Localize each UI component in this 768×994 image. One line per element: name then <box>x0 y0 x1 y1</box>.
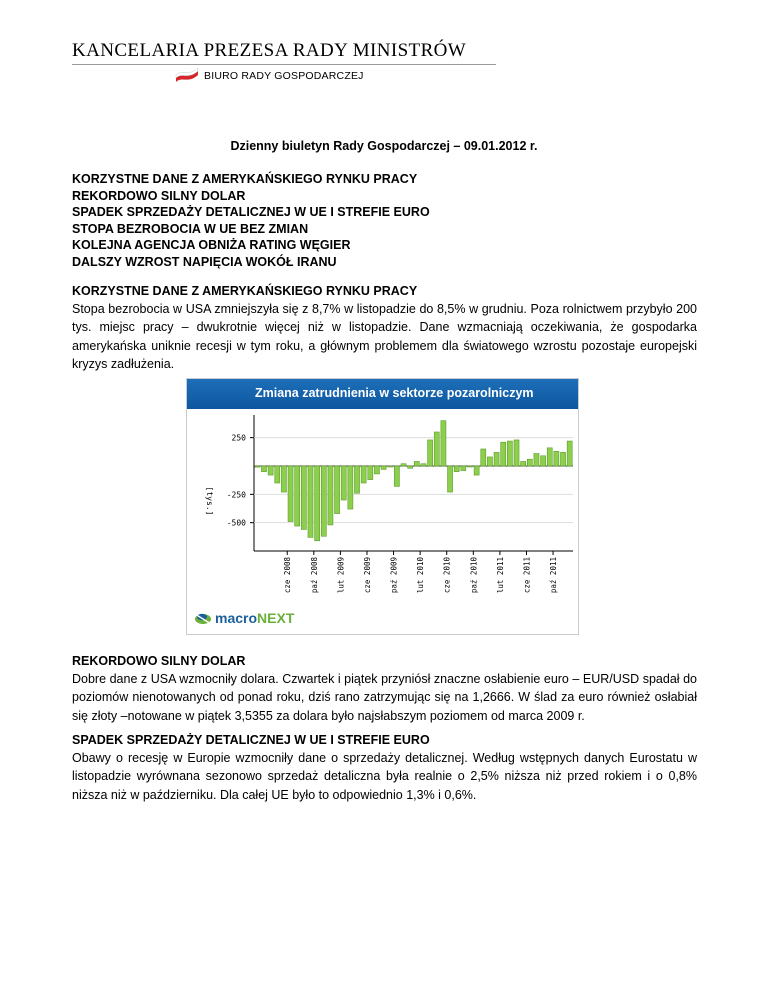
chart-y-axis-label: [tys.] <box>205 486 214 516</box>
chart-x-tick-label: cze 2011 <box>522 557 532 594</box>
section-heading: KORZYSTNE DANE Z AMERYKAŃSKIEGO RYNKU PRACY <box>72 284 418 298</box>
chart-plot <box>187 409 578 607</box>
chart-bar <box>288 466 293 522</box>
chart-x-tick-label: paź 2008 <box>309 557 319 594</box>
toc-item: KORZYSTNE DANE Z AMERYKAŃSKIEGO RYNKU PRACY <box>72 172 418 186</box>
macronext-logo-text: macroNEXT <box>215 610 295 626</box>
employment-chart <box>186 378 579 635</box>
section-retail-sales <box>72 732 697 804</box>
toc-item: DALSZY WZROST NAPIĘCIA WOKÓŁ IRANU <box>72 254 337 269</box>
section-labor-market <box>72 283 697 374</box>
chart-bar <box>547 448 552 466</box>
chart-x-tick-label: paź 2009 <box>389 557 399 594</box>
chart-bar <box>348 466 353 509</box>
table-of-contents <box>72 171 697 270</box>
chart-bar <box>354 466 359 493</box>
chart-y-tick-label: 250 <box>231 433 246 443</box>
chart-bar <box>281 466 286 492</box>
chart-bar <box>255 466 260 467</box>
chart-bar <box>541 456 546 466</box>
chart-bar <box>295 466 300 526</box>
chart-bar <box>335 466 340 514</box>
chart-bar <box>474 466 479 475</box>
chart-bar <box>301 466 306 529</box>
section-dollar <box>72 653 697 725</box>
chart-bar <box>361 466 366 483</box>
chart-bar <box>487 457 492 466</box>
chart-bar <box>388 466 393 467</box>
chart-bar <box>368 466 373 480</box>
flag-icon <box>174 66 200 84</box>
chart-title: Zmiana zatrudnienia w sektorze pozarolniczym <box>255 386 534 400</box>
chart-bar <box>467 466 472 467</box>
chart-y-tick-label: -250 <box>226 490 246 500</box>
chart-x-tick-label: cze 2010 <box>442 557 452 594</box>
chart-bar <box>414 461 419 466</box>
chart-bar <box>394 466 399 486</box>
chart-bar <box>308 466 313 537</box>
chart-bar <box>408 466 413 468</box>
chart-bar <box>567 441 572 466</box>
letterhead <box>72 40 496 82</box>
chart-bar <box>328 466 333 525</box>
chart-banner <box>187 379 578 409</box>
chart-bar <box>275 466 280 483</box>
section-body: Obawy o recesję w Europie wzmocniły dane o sprzedaży detalicznej. Według wstępnych danych Eurostatu w listopadzie wyrównana sezonowo sprzedaż detaliczna była realnie o 2,5% niższa niż przed rokiem i o 0,8% niższa niż w październiku. Dla całej UE było to odpowiednio 1,3% i 0,6%. <box>72 750 697 802</box>
chart-bar <box>507 441 512 466</box>
chart-bar <box>321 466 326 536</box>
letterhead-title: KANCELARIA PREZESA RADY MINISTRÓW <box>72 40 467 61</box>
chart-bar <box>561 452 566 466</box>
chart-bar <box>374 466 379 474</box>
chart-bar <box>381 466 386 469</box>
section-heading: SPADEK SPRZEDAŻY DETALICZNEJ W UE I STREFIE EURO <box>72 733 430 747</box>
toc-item: STOPA BEZROBOCIA W UE BEZ ZMIAN <box>72 221 309 236</box>
macronext-logo-icon <box>193 610 213 626</box>
chart-x-tick-label: lut 2010 <box>416 557 426 594</box>
toc-item: REKORDOWO SILNY DOLAR <box>72 188 246 203</box>
chart-bar <box>315 466 320 541</box>
chart-bar <box>514 440 519 466</box>
chart-x-tick-label: lut 2011 <box>495 557 505 594</box>
chart-bar <box>494 452 499 466</box>
letterhead-subtitle: BIURO RADY GOSPODARCZEJ <box>204 70 364 82</box>
section-body: Dobre dane z USA wzmocniły dolara. Czwartek i piątek przyniósł znaczne osłabienie euro – EUR/USD spadał do poziomów nienotowanych od ponad roku, dziś rano zatrzymując się na 1,2666. W ślad za euro również osłabiał się złoty –notowane w piątek 3,5355 za dolara było najsłabszym poziomem od marca 2009 r. <box>72 671 697 723</box>
chart-x-tick-label: cze 2009 <box>362 557 372 594</box>
chart-x-tick-label: lut 2009 <box>336 557 346 594</box>
chart-bar <box>501 442 506 466</box>
chart-x-tick-label: cze 2008 <box>283 557 293 594</box>
chart-bar <box>454 466 459 472</box>
letterhead-divider <box>72 64 496 65</box>
chart-bar <box>434 432 439 466</box>
chart-x-tick-label: paź 2011 <box>549 557 559 594</box>
chart-bar <box>554 451 559 466</box>
chart-bar <box>341 466 346 500</box>
chart-bar <box>428 440 433 466</box>
chart-y-tick-label: -500 <box>226 518 246 528</box>
section-heading: REKORDOWO SILNY DOLAR <box>72 654 246 668</box>
chart-bar <box>268 466 273 475</box>
chart-bar <box>521 461 526 466</box>
chart-x-tick-label: paź 2010 <box>469 557 479 594</box>
chart-bar <box>448 466 453 492</box>
chart-bar <box>261 466 266 472</box>
chart-bar <box>441 421 446 466</box>
chart-bar <box>481 449 486 466</box>
section-body: Stopa bezrobocia w USA zmniejszyła się z 8,7% w listopadzie do 8,5% w grudniu. Poza rolnictwem przybyło 200 tys. miejsc pracy – dwukrotnie więcej niż w listopadzie. Dane wzmacniają oczekiwania, że gospodarka amerykańska uniknie recesji w tym roku, a głównym problemem dla światowego wzrostu pozostaje europejski kryzys zadłużenia. <box>72 301 697 372</box>
chart-bar <box>527 459 532 466</box>
toc-item: SPADEK SPRZEDAŻY DETALICZNEJ W UE I STREFIE EURO <box>72 205 430 219</box>
chart-bar <box>421 464 426 466</box>
chart-bar <box>461 466 466 471</box>
chart-bar <box>401 464 406 466</box>
document-title: Dzienny biuletyn Rady Gospodarczej – 09.01.2012 r. <box>230 139 538 153</box>
toc-item: KOLEJNA AGENCJA OBNIŻA RATING WĘGIER <box>72 238 351 252</box>
chart-bar <box>534 454 539 466</box>
